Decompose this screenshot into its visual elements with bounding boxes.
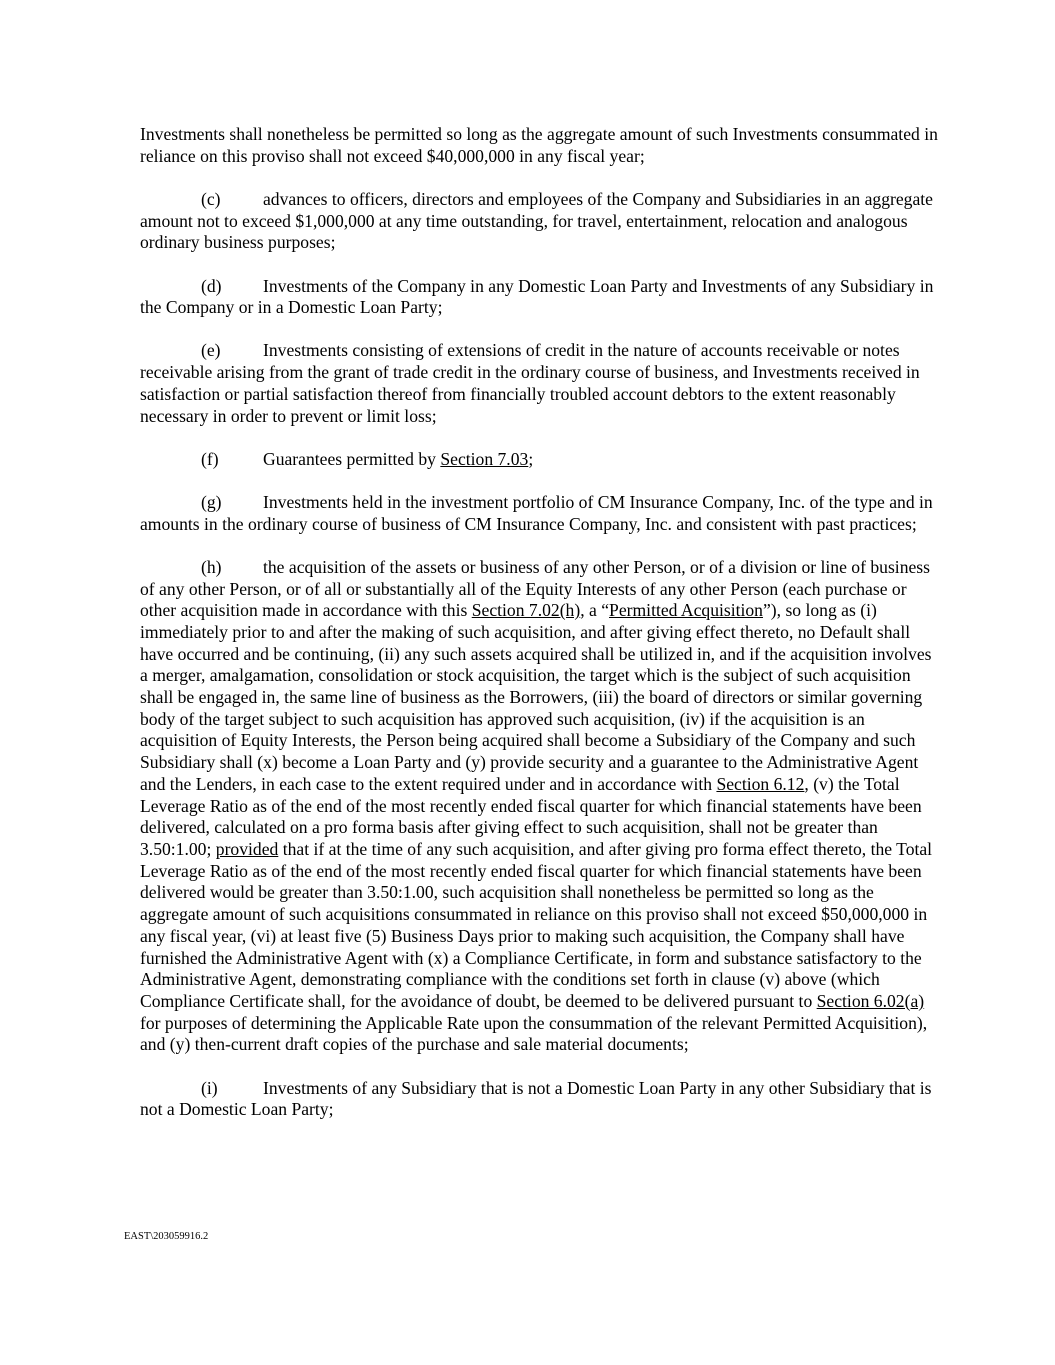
paragraph-d: [140, 276, 940, 319]
section-link-7-03: Section 7.03: [440, 448, 529, 469]
clause-text-h-3: ”), so long as (i) immediately prior to and after the making of such acquisition, and after giving effect thereto, no Default shall have occurred and be continuing, (ii) any such assets acquired shall be utilized in, and if the acquisition involves a merger, amalgamation, consolidation or stock acquisition, the target which is the subject of such acquisition shall be engaged in, the same line of business as the Borrowers, (iii) the board of directors or similar governing body of the target subject to such acquisition has approved such acquisition, (iv) if the acquisition is an acquisition of Equity Interests, the Person being acquired shall become a Subsidiary of the Company and such Subsidiary shall (x) become a Loan Party and (y) provide security and a guarantee to the Administrative Agent and the Lenders, in each case to the extent required under and in accordance with: [140, 600, 932, 794]
paragraph-f: [140, 449, 940, 471]
clause-text-g: Investments held in the investment portfolio of CM Insurance Company, Inc. of the type and in amounts in the ordinary course of business of CM Insurance Company, Inc. and consistent with past practices;: [140, 491, 933, 534]
clause-text-h-6: for purposes of determining the Applicable Rate upon the consummation of the relevant Permitted Acquisition), and (y) then-current draft copies of the purchase and sale material documents;: [140, 1012, 928, 1055]
clause-text-i: Investments of any Subsidiary that is not a Domestic Loan Party in any other Subsidiary that is not a Domestic Loan Party;: [140, 1077, 932, 1120]
paragraph-h: [140, 557, 940, 1056]
clause-text-h-4: , (v) the Total Leverage Ratio as of the end of the most recently ended fiscal quarter for which financial statements have been delivered, calculated on a pro forma basis after giving effect to such acquisition, shall not be greater than 3.50:1.00;: [140, 773, 922, 859]
term-provided: provided: [215, 838, 279, 859]
paragraph-i: [140, 1078, 940, 1121]
section-link-6-02a: Section 6.02(a): [816, 990, 925, 1011]
clause-text-h-1: the acquisition of the assets or business of any other Person, or of a division or line of business of any other Person, or of all or substantially all of the Equity Interests of any other Person (each purchase or other acquisition made in accordance with this: [140, 556, 930, 621]
clause-label-g: (g): [201, 491, 222, 512]
clause-label-e: (e): [201, 340, 221, 361]
clause-label-i: (i): [201, 1077, 218, 1098]
paragraph-intro: [140, 124, 940, 167]
paragraph-e: [140, 340, 940, 427]
clause-label-f: (f): [201, 448, 219, 469]
clause-label-h: (h): [201, 556, 222, 577]
clause-text-h-5: that if at the time of any such acquisition, and after giving pro forma effect thereto, the Total Leverage Ratio as of the end of the most recently ended fiscal quarter for which financial statements have been delivered would be greater than 3.50:1.00, such acquisition shall nonetheless be permitted so long as the aggregate amount of such acquisitions consummated in reliance on this proviso shall not exceed $50,000,000 in any fiscal year, (vi) at least five (5) Business Days prior to making such acquisition, the Company shall have furnished the Administrative Agent with (x) a Compliance Certificate, in form and substance satisfactory to the Administrative Agent, demonstrating compliance with the conditions set forth in clause (v) above (which Compliance Certificate shall, for the avoidance of doubt, be deemed to be delivered pursuant to: [140, 838, 933, 1011]
clause-label-d: (d): [201, 275, 222, 296]
clause-text-h-2: , a “: [580, 600, 610, 621]
clause-text-f-1: Guarantees permitted by: [263, 448, 441, 469]
defined-term-permitted-acquisition: Permitted Acquisition: [609, 600, 763, 621]
clause-text-f-2: ;: [528, 448, 534, 469]
intro-text: Investments shall nonetheless be permitted so long as the aggregate amount of such Investments consummated in reliance on this proviso shall not exceed $40,000,000 in any fiscal year;: [140, 124, 938, 166]
paragraph-g: [140, 492, 940, 535]
clause-text-c: advances to officers, directors and employees of the Company and Subsidiaries in an aggregate amount not to exceed $1,000,000 at any time outstanding, for travel, entertainment, relocation and analogous ordinary business purposes;: [140, 188, 933, 253]
clause-text-e: Investments consisting of extensions of credit in the nature of accounts receivable or notes receivable arising from the grant of trade credit in the ordinary course of business, and Investments received in satisfaction or partial satisfaction thereof from financially troubled account debtors to the extent reasonably necessary in order to prevent or limit loss;: [140, 340, 920, 426]
section-link-7-02h: Section 7.02(h): [471, 600, 581, 621]
section-link-6-12: Section 6.12: [716, 773, 805, 794]
document-body: [140, 124, 940, 1142]
paragraph-c: [140, 189, 940, 254]
clause-text-d: Investments of the Company in any Domestic Loan Party and Investments of any Subsidiary in the Company or in a Domestic Loan Party;: [140, 275, 934, 318]
footer-doc-id: EAST\203059916.2: [124, 1231, 209, 1242]
clause-label-c: (c): [201, 188, 221, 209]
